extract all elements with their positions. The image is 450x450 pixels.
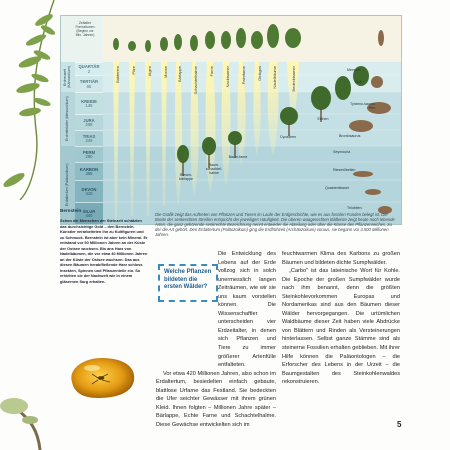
col-label-ginkgos: Ginkgos (257, 66, 262, 81)
evolution-spindles (103, 16, 401, 224)
label-quastenflosser: Quastenflosser (325, 186, 350, 190)
sidebar-heading: Bernstein (60, 208, 82, 213)
period-perm: PERM 290 (75, 146, 103, 163)
sidebar-text: Schon die Menschen der Steinzeit schätzten das durchsichtige Gold – den Bernstein. Künstler verarbeiteten ihn zu Kultfiguren und zu Schmuck. Bernstein ist aber kein Mineral. Er entstand vor 50 Millionen Jahren an der Küste der Ostsee wuchsen. Bis ans Harz von Nadelbäumen, die vor etwa 40 Millionen Jahren an der Küste der Ostsee wuchsen. Das aus diesen Bäumen herabfließende Harz schloss Insekten, Spinnen und Pflanzenteile ein. So erhielten sie der Nachwelt wie in einem gläsernen Sarg erhalten. (60, 218, 148, 285)
col-label-algen: Algen (147, 66, 152, 77)
period-quartaer: QUARTÄR 2 (75, 62, 103, 76)
label-tyrannosaurus: Tyranno-saurus Rex (350, 102, 375, 110)
col-label-bakterien: Bakterien (115, 66, 120, 83)
col-label-nacktsamer: Nacktsamer (225, 66, 230, 88)
label-elch: Elch (355, 80, 362, 84)
period-kreide: KREIDE 145 (75, 92, 103, 115)
col2-paragraph-2: „Carbo" ist das lateinische Wort für Kohle. Die Epoche der großen Sumpfwälder wurde nach ihm benannt, denn die größten Steinkohlevorkommen Europas und Nordamerikas sind aus den Bäumen dieser Wälder hervorgegangen. Die urtümlichen Waldbäume dieser Zeit haben viele Abdrücke von Blättern und Rinden als Versteinerungen hinterlassen. Selbst ganze Stämme sind als steinerne Fossilien erhalten geblieben. Mit ihrer Hilfe können die Paläontologen – die Erforscher des Lebens in der Urzeit – die Baumgestalten des Steinkohlenwaldes rekonstruieren. (282, 268, 400, 386)
col-label-farne: Farne (209, 66, 214, 77)
label-trilobiten: Trilobiten (347, 206, 362, 210)
col-label-pilze: Pilze (131, 66, 136, 75)
col-label-moose: Moose (163, 66, 168, 79)
question-text: Welche Pflanzen bildeten die ersten Wälder? (164, 269, 212, 290)
fern-decoration-icon (0, 0, 58, 200)
period-devon: DEVON 410 (75, 180, 103, 203)
period-trias: TRIAS 245 (75, 130, 103, 147)
label-mensch: Mensch (347, 68, 360, 72)
tree-decoration-icon (0, 380, 70, 450)
col-label-bedecktsamer: Bedecktsamer (291, 66, 296, 92)
era-palaeozoikum: Erdaltertum (Paläozoikum) (61, 146, 75, 224)
col-label-nadelbaeume: Nadelbäume (272, 66, 277, 89)
chart-header-label: Zeitalter Formationen (Beginn vor Mio. Jahren) (75, 21, 95, 37)
label-seymouria: Seymouria (333, 150, 351, 154)
era-mesozoikum: Erdmittelalter (Mesozoikum) (61, 92, 75, 146)
chart-caption: Die Grafik zeigt das Auftreten von Pflanzen und Tieren im Laufe der Erdgeschichte, wie es aus fossilen Funden belegt ist. Die Breite der senkrechten Streifen entspricht der jeweiligen Häufigkeit. Die oberen waagerechten Bildleiste zeigt heute noch lebende Arten, die ganz gehörende senkrechte Bezeichnung nennt entweder die Abteilung oder über die Klasse des Pflanzenreiches, zu der die Art gehört. Den Erdaltertum (Paläozoikum) ging die Erdfrühzeit (Archäozoikum) voraus, sie begann vor 3.500 Millionen Jahren. (155, 212, 395, 238)
col2-paragraph-1: feuchtwarmen Klima des Karbons zu großen Bäumen und bildeten dichte Sumpfwälder. (282, 251, 400, 266)
label-cycadeen: Cycadeen (279, 135, 297, 139)
era-kaenozoikum: Erdneuzeit (Känozoikum) (61, 62, 75, 92)
col-label-palmfarne: Palmfarne (241, 66, 246, 85)
label-baumfarne: Baum-farne (228, 155, 248, 159)
evolution-chart (60, 15, 402, 225)
main-text-column-1 (156, 250, 276, 429)
label-brontosaurus: Brontosaurus (339, 134, 361, 138)
col1-paragraph-2: Vor etwa 420 Millionen Jahren, also schon im Erdaltertum, besiedelten einfach gebaute, blattlose Urfarne das Festland. Sie bedeckten die Ufer seichter Gewässer mit ihrem grünen Kleid. Ihnen folgten – Millionen Jahre später – Bärlappe, Echte Farne und Schachtelhalme. Diese Gewächse entwickelten sich im (156, 370, 276, 428)
period-tertiaer: TERTIÄR 65 (75, 75, 103, 93)
col1-paragraph-1: Die Entwicklung des Lebens auf der Erde vollzog sich in solch unermesslich langen Zeiträumen, wie wir sie uns kaum vorstellen können. Die Wissenschaftler unterscheiden vier Erdzeitalter, in denen sich Pflanzen und Tiere zu immer größerer Artenfülle entfalteten. (218, 251, 276, 369)
label-riesenbaerlappe: Riesen-bärlappe (179, 173, 193, 181)
label-riesenlibellen: Riesenlibellen (333, 168, 356, 172)
amber-image (64, 352, 140, 402)
label-baumschachtelhalme: Baum-schachtel-halme (205, 163, 223, 175)
col-label-baerlappe: Bärlappe (177, 66, 182, 83)
main-text-column-2 (282, 250, 400, 387)
period-karbon: KARBON 365 (75, 162, 103, 181)
period-silur: SILUR 440 (75, 202, 103, 225)
period-jura: JURA 208 (75, 114, 103, 131)
label-eichen: Eichen (317, 117, 329, 121)
page-number: 5 (397, 420, 402, 429)
col-label-schachtelhalme: Schachtelhalme (193, 66, 198, 95)
